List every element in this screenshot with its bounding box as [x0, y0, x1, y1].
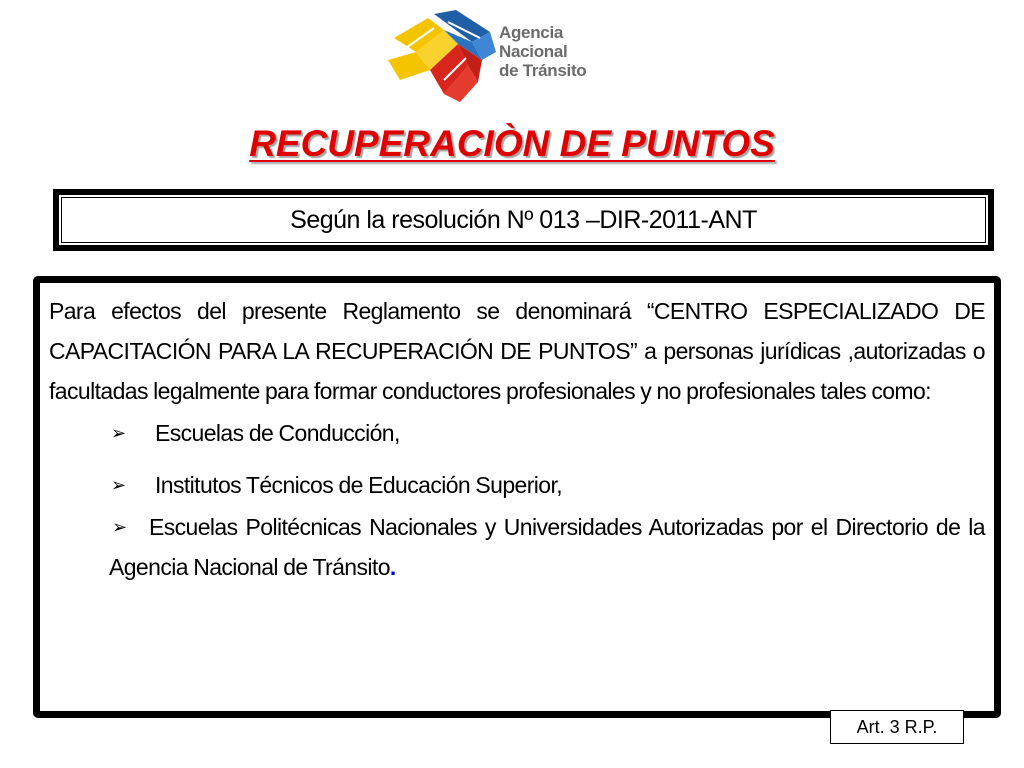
- article-reference: Art. 3 R.P.: [830, 710, 964, 744]
- arrow-bullet-icon: ➢: [111, 423, 126, 443]
- definition-content: [49, 291, 985, 587]
- definition-paragraph: Para efectos del presente Reglamento se denominará “CENTRO ESPECIALIZADO DE CAPACITACIÓN PARA LA RECUPERACIÓN DE PUNTOS” a personas jurídicas ,autorizadas o facultadas legalmente para formar conductores profesionales y no profesionales tales como:: [49, 298, 985, 404]
- list-item-text: Escuelas Politécnicas Nacionales y Universidades Autorizadas por el Directorio de la Agencia Nacional de Tránsito: [109, 514, 985, 580]
- logo-text: [499, 23, 586, 80]
- arrow-bullet-icon: ➢: [111, 475, 126, 495]
- final-period: .: [389, 554, 396, 580]
- logo-line-2: Nacional: [499, 42, 568, 61]
- resolution-inner-frame: [61, 197, 986, 243]
- logo-line-3: de Tránsito: [499, 61, 587, 80]
- definition-box: [33, 276, 1001, 718]
- list-item: [49, 465, 985, 505]
- list-item: [49, 413, 985, 453]
- logo-line-1: Agencia: [499, 23, 564, 42]
- agency-logo: [386, 8, 616, 103]
- list-item: [49, 507, 985, 587]
- arrow-bullet-icon: ➢: [112, 517, 127, 537]
- resolution-text: Según la resolución Nº 013 –DIR-2011-ANT: [290, 205, 757, 234]
- resolution-box: [53, 189, 994, 251]
- list-item-text: Institutos Técnicos de Educación Superior,: [155, 472, 563, 498]
- list-item-text: Escuelas de Conducción,: [155, 420, 400, 446]
- ant-logo-icon: [386, 8, 498, 103]
- slide-title: RECUPERACIÒN DE PUNTOS: [249, 123, 775, 164]
